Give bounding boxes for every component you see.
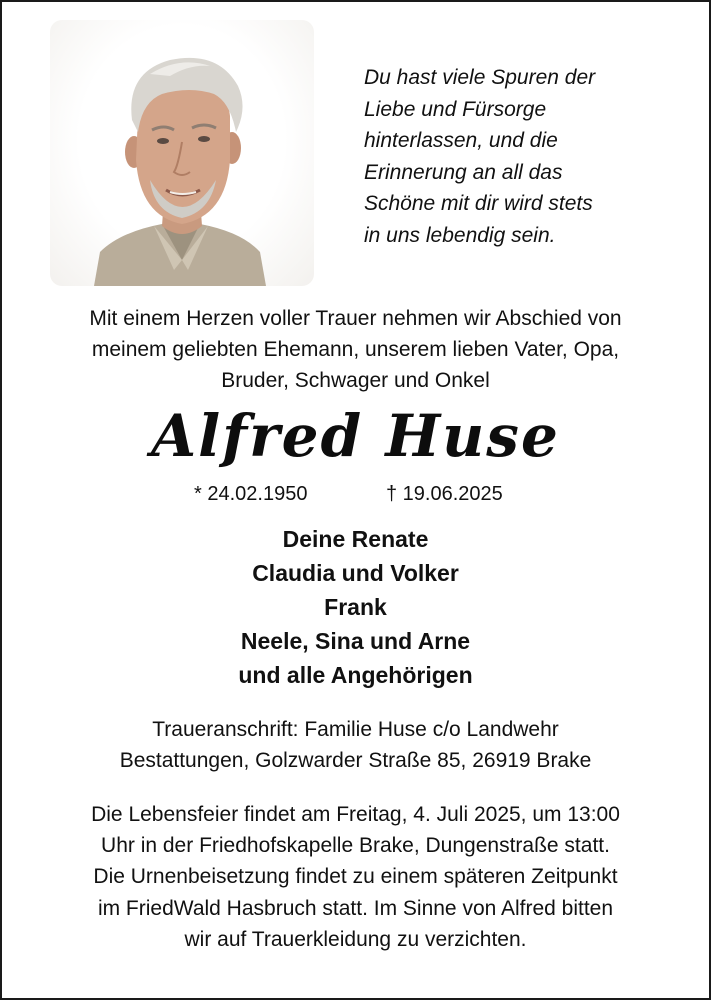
quote-line: Erinnerung an all das (364, 160, 563, 184)
quote-line: Liebe und Fürsorge (364, 97, 547, 121)
mourning-address (2, 714, 709, 776)
death-date: † 19.06.2025 (386, 483, 503, 505)
birth-date: * 24.02.1950 (194, 483, 308, 505)
mourner-line: Claudia und Volker (252, 560, 459, 586)
quote-line: hinterlassen, und die (364, 129, 558, 152)
info-line: wir auf Trauerkleidung zu verzichten. (184, 927, 527, 951)
quote-line: Schöne mit dir wird stets (364, 192, 593, 215)
address-line: Traueranschrift: Familie Huse c/o Landwehr (152, 718, 559, 741)
memorial-quote (364, 62, 684, 251)
mourner-line: und alle Angehörigen (238, 662, 473, 688)
info-line: Uhr in der Friedhofskapelle Brake, Dungenstraße statt. (101, 834, 610, 858)
intro-line: meinem geliebten Ehemann, unserem lieben Vater, Opa, (91, 338, 620, 361)
farewell-intro (2, 303, 709, 396)
info-line: Die Urnenbeisetzung findet zu einem späteren Zeitpunkt (93, 865, 618, 889)
mourner-line: Neele, Sina und Arne (240, 628, 471, 654)
quote-line: Du hast viele Spuren der (364, 66, 596, 89)
mourner-line: Frank (324, 594, 387, 620)
info-line: Die Lebensfeier findet am Freitag, 4. Juli 2025, um 13:00 (91, 803, 620, 826)
intro-line: Mit einem Herzen voller Trauer nehmen wir Abschied von (89, 307, 622, 330)
info-line: im FriedWald Hasbruch statt. Im Sinne von Alfred bitten (97, 896, 614, 920)
deceased-name: Alfred Huse (151, 402, 560, 470)
portrait-photo (50, 20, 314, 286)
ceremony-info (2, 799, 709, 955)
quote-line: in uns lebendig sein. (364, 223, 556, 247)
portrait-photo-image (50, 20, 314, 286)
mourners-list (2, 522, 709, 692)
mourner-line: Deine Renate (282, 526, 429, 552)
intro-line: Bruder, Schwager und Onkel (221, 369, 490, 392)
address-line: Bestattungen, Golzwarder Straße 85, 26919 Brake (119, 749, 592, 772)
